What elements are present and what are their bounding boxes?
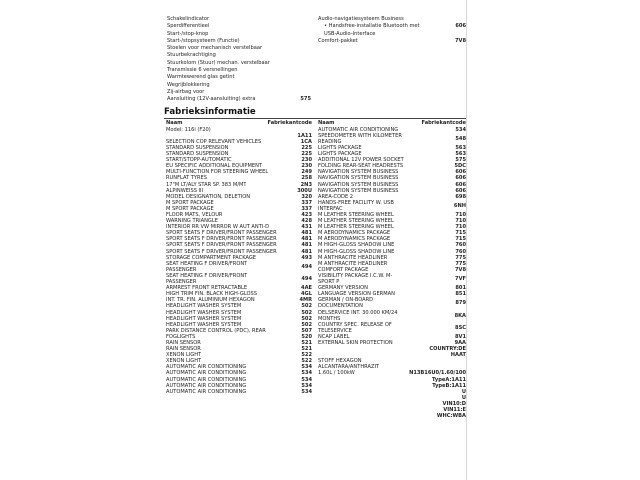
option-name: STOFF HEXAGON ALCANTARA/ANTHRAZIT [318, 358, 380, 371]
option-code: 8SC [455, 324, 466, 331]
section-rule [164, 118, 466, 119]
option-name: SEAT HEATING F DRIVER/FRONT PASSENGER [166, 260, 248, 273]
option-name: M SPORT PACKAGE [166, 205, 214, 212]
equipment-name: • Handsfree-installatie Bluetooth met [324, 23, 420, 30]
option-code: 698 [455, 193, 466, 200]
equipment-row [167, 16, 311, 23]
option-name: XENON LIGHT [166, 358, 202, 365]
option-name: STANDARD SUSPENSION [166, 151, 229, 158]
option-code: 715 [455, 230, 466, 237]
option-name: FOGLIGHTS [166, 333, 196, 340]
equipment-row [167, 74, 311, 81]
factory-info-left-column [166, 120, 312, 395]
type-code: WHC:WBA [436, 413, 466, 420]
option-code: 575 [455, 157, 466, 164]
equipment-row [318, 38, 466, 45]
option-name: AUTOMATIC AIR CONDITIONING [166, 364, 247, 371]
option-name: HIGH TRIM FIN. BLACK HIGH-GLOSS [166, 291, 257, 298]
option-code: 534 [301, 388, 312, 395]
option-name: M ANTHRACITE HEADLINER [318, 260, 388, 267]
option-code: 522 [301, 352, 312, 359]
option-name: DELSERVICE INT. 30.000 KM/24 MONTHS [318, 309, 398, 322]
option-name: SPORT SEATS F DRIVER/FRONT PASSENGER [166, 230, 277, 237]
option-name: LIGHTS PACKAGE [318, 151, 362, 158]
equipment-row [167, 96, 311, 103]
equipment-row [167, 38, 311, 45]
option-code: 337 [301, 199, 312, 206]
option-name: SPEEDOMETER WITH KILOMETER READING [318, 132, 402, 145]
option-name: M LEATHER STEERING WHEEL [318, 212, 394, 218]
type-code: U [461, 388, 466, 395]
vehicle-type-codes [318, 377, 466, 420]
option-code: 423 [301, 212, 312, 218]
equipment-name: Start-/stop-knop [167, 30, 209, 37]
option-code: 300U [297, 187, 312, 194]
option-code: 481 [301, 236, 312, 243]
option-code: 507 [301, 327, 312, 334]
option-code: N13B16U0/1.60/100 [409, 370, 466, 377]
option-name: HEADLIGHT WASHER SYSTEM [166, 303, 242, 310]
model-line: Model: 116i (F20) [166, 126, 211, 133]
option-name: M SPORT PACKAGE [166, 199, 214, 206]
option-name: 1.60L / 100kW [318, 370, 355, 377]
option-code: 7V8 [454, 266, 466, 273]
equipment-name: Stuurkolom (Stuur) mechan. verstelbaar [167, 59, 270, 66]
page-divider [466, 0, 467, 480]
option-code: 534 [455, 126, 466, 133]
option-name: M HIGH-GLOSS SHADOW LINE [318, 248, 395, 255]
option-code: 534 [301, 370, 312, 377]
option-code: 225 [301, 144, 312, 151]
option-name: XENON LIGHT [166, 352, 202, 359]
option-name: AUTOMATIC AIR CONDITIONING [166, 382, 247, 389]
option-code: 337 [301, 205, 312, 212]
standard-equipment-list [167, 16, 311, 104]
option-name: GERMANY VERSION [318, 285, 368, 292]
option-code: 481 [301, 230, 312, 237]
option-name: SPORT SEATS F DRIVER/FRONT PASSENGER [166, 236, 277, 243]
option-code: 502 [301, 321, 312, 328]
option-name: HANDS-FREE FACILITY W. USB INTERFAC [318, 199, 394, 212]
equipment-name: Sperdifferentieel [167, 23, 210, 30]
option-name: MULTI-FUNCTION FOR STEERING WHEEL [166, 169, 269, 176]
type-code: VIN11:E [443, 407, 466, 413]
equipment-row [318, 31, 466, 38]
option-code: 1CA [300, 138, 312, 145]
option-code: 710 [455, 218, 466, 225]
option-code: 775 [455, 260, 466, 267]
section-title: Fabrieksinformatie [164, 107, 256, 117]
option-code: 9AA [454, 339, 466, 346]
option-name: ARMREST FRONT RETRACTABLE [166, 285, 248, 292]
option-code: 230 [301, 157, 312, 164]
option-code: 502 [301, 303, 312, 310]
table-row [166, 389, 312, 395]
option-name: STORAGE COMPARTMENT PACKAGE [166, 254, 256, 261]
option-name: RUNFLAT TYRES [166, 175, 207, 182]
left-rows [166, 133, 312, 395]
option-name: AUTOMATIC AIR CONDITIONING [166, 370, 247, 377]
option-name: AREA-CODE 2 [318, 193, 354, 200]
equipment-row [167, 89, 311, 96]
option-code: 548 [455, 135, 466, 142]
option-code: 563 [455, 144, 466, 151]
option-name: M LEATHER STEERING WHEEL [318, 218, 394, 225]
equipment-row [167, 82, 311, 89]
code-header: Fabriekantcode [267, 120, 312, 126]
equipment-name: Stuurbekrachtiging [167, 52, 216, 59]
option-code: 4MR [299, 297, 312, 304]
equipment-code: 7V8 [454, 37, 466, 44]
option-name: RAIN SENSOR [166, 346, 201, 353]
equipment-name: Aansluiting (12V-aansluiting) extra [167, 96, 256, 103]
option-code: 481 [301, 242, 312, 249]
option-name: INT. TR. FIN. ALUMINIUM HEXAGON [166, 297, 255, 304]
option-code: 606 [455, 169, 466, 176]
table-row [318, 297, 466, 309]
name-header: Naam [318, 120, 335, 126]
option-code: 606 [455, 187, 466, 194]
option-code: 225 [301, 151, 312, 158]
option-code: 851 [455, 291, 466, 298]
option-name: M AERODYNAMICS PACKAGE [318, 236, 391, 243]
column-header [166, 120, 312, 127]
option-name: SPORT SEATS F DRIVER/FRONT PASSENGER [166, 242, 277, 249]
option-name: AUTOMATIC AIR CONDITIONING [166, 376, 247, 383]
equipment-row [167, 23, 311, 30]
option-code: 7VF [455, 275, 466, 282]
option-code: 606 [455, 181, 466, 188]
equipment-name: Zij-airbag voor [167, 88, 205, 95]
option-code: 534 [301, 364, 312, 371]
option-name: GERMAN / ON-BOARD DOCUMENTATION [318, 297, 374, 310]
code-header: Fabriekantcode [421, 120, 466, 126]
table-row [318, 273, 466, 285]
option-name: NAVIGATION SYSTEM BUSINESS [318, 169, 399, 176]
equipment-name: Stoelen voor mechanisch verstelbaar [167, 45, 263, 52]
equipment-row [167, 31, 311, 38]
option-name: EU SPECIFIC ADDITIONAL EQUIPMENT [166, 163, 263, 170]
equipment-row [167, 45, 311, 52]
optional-equipment-list [318, 16, 466, 45]
option-code: 2N3 [300, 181, 312, 188]
equipment-row [318, 23, 466, 30]
option-code: 760 [455, 242, 466, 249]
option-code: 522 [301, 358, 312, 365]
option-code: 481 [301, 248, 312, 255]
type-code: TypeA:1A11 [432, 376, 466, 383]
option-name: EXTERNAL SKIN PROTECTION [318, 339, 393, 346]
table-row [166, 261, 312, 273]
option-name: M AERODYNAMICS PACKAGE [318, 230, 391, 237]
option-code: 801 [455, 285, 466, 292]
option-name: NAVIGATION SYSTEM BUSINESS [318, 175, 399, 182]
option-code: 502 [301, 315, 312, 322]
option-code: 521 [301, 339, 312, 346]
option-code: 1A11 [297, 132, 312, 139]
table-row [318, 310, 466, 322]
table-row [318, 322, 466, 334]
equipment-code: 606 [455, 23, 466, 30]
right-rows [318, 127, 466, 377]
option-code: 431 [301, 224, 312, 231]
option-name: LIGHTS PACKAGE [318, 144, 362, 151]
type-code: U [461, 394, 466, 401]
option-code: 493 [301, 254, 312, 261]
option-name: SELECTION COP RELEVANT VEHICLES [166, 138, 262, 145]
equipment-name: Audio-navigatiesysteem Business [318, 16, 404, 22]
option-code: 775 [455, 254, 466, 261]
option-name: NAVIGATION SYSTEM BUSINESS [318, 187, 399, 194]
option-code: 258 [301, 175, 312, 182]
option-code: 428 [301, 218, 312, 225]
option-name: RAIN SENSOR [166, 339, 201, 346]
option-name: MODEL DESIGNATION, DELETION [166, 193, 251, 200]
option-name: NAVIGATION SYSTEM BUSINESS [318, 181, 399, 188]
option-name: SEAT HEATING F DRIVER/FRONT PASSENGER [166, 272, 248, 286]
equipment-row [318, 16, 466, 23]
option-name: HEADLIGHT WASHER SYSTEM [166, 309, 242, 316]
option-name: LANGUAGE VERSION GERMAN [318, 291, 395, 298]
option-code: 760 [455, 248, 466, 255]
column-header [318, 120, 466, 127]
option-name: COMFORT PACKAGE [318, 266, 369, 273]
option-code: 4AE [301, 285, 312, 292]
option-name: PARK DISTANCE CONTROL (PDC), REAR [166, 327, 266, 334]
option-code: HAAT [450, 352, 466, 359]
option-name: HEADLIGHT WASHER SYSTEM [166, 321, 242, 328]
equipment-row [167, 67, 311, 74]
option-name: FOLDING REAR-SEAT HEADRESTS [318, 163, 404, 170]
option-name: SPORT SEATS F DRIVER/FRONT PASSENGER [166, 248, 277, 255]
option-code: 230 [301, 163, 312, 170]
option-name: WARNING TRIANGLE [166, 218, 218, 225]
option-name: M LEATHER STEERING WHEEL [318, 224, 394, 231]
option-name: COUNTRY SPEC. RELEASE OF TELESERVICE [318, 321, 392, 334]
option-name: 17"M LT/ALY STAR SP. 383 M/MT [166, 181, 247, 188]
table-row [318, 200, 466, 212]
option-name: ALPINWEISS III [166, 187, 204, 194]
option-code: 8KA [454, 312, 466, 319]
equipment-name: Transmissie 6 versnellingen [167, 67, 238, 74]
option-code: 521 [301, 346, 312, 353]
equipment-name: Comfort-pakket [318, 37, 358, 44]
type-code: VIN10:D [442, 400, 466, 407]
name-header: Naam [166, 120, 183, 126]
option-name: ADDITIONAL 12V POWER SOCKET [318, 157, 404, 164]
option-code: 494 [301, 263, 312, 270]
equipment-row [167, 52, 311, 59]
option-code: 715 [455, 236, 466, 243]
table-row [318, 133, 466, 145]
option-name: STANDARD SUSPENSION [166, 144, 229, 151]
factory-info-right-column [318, 120, 466, 419]
equipment-code: 575 [300, 96, 311, 103]
option-code: 494 [301, 275, 312, 282]
option-name: START/STOPP-AUTOMATIC [166, 157, 232, 164]
equipment-row [167, 60, 311, 67]
table-row [318, 358, 466, 370]
option-name: NCAP LABEL [318, 333, 350, 340]
option-code: 502 [301, 309, 312, 316]
option-name: VISIBILITY PACKAGE I.C.W. M- SPORT P [318, 272, 393, 286]
option-code: 6NH [453, 202, 466, 209]
option-name: INTERIOR RR VW MIRROR W AUT ANTI-D [166, 224, 270, 231]
equipment-name: Start-/stopsysteem (Functie) [167, 37, 240, 44]
option-code: 320 [301, 193, 312, 200]
equipment-name: USB-Audio-Interface [324, 30, 376, 37]
option-name: M ANTHRACITE HEADLINER [318, 254, 388, 261]
option-code: 710 [455, 212, 466, 218]
equipment-name: Warmtewerend glas getint [167, 74, 235, 81]
option-code: 520 [301, 333, 312, 340]
equipment-name: Schakelindicator [167, 16, 210, 22]
table-row [166, 273, 312, 285]
option-name: FLOOR MATS, VELOUR [166, 212, 223, 218]
option-code: 8V1 [454, 333, 466, 340]
option-code: 563 [455, 151, 466, 158]
option-code: 710 [455, 224, 466, 231]
option-code: 4GL [301, 291, 312, 298]
option-code: 879 [455, 300, 466, 307]
option-code: 606 [455, 175, 466, 182]
option-code: 534 [301, 376, 312, 383]
option-name: AUTOMATIC AIR CONDITIONING [166, 388, 247, 395]
type-code: TypeB:1A11 [432, 382, 466, 389]
option-name: HEADLIGHT WASHER SYSTEM [166, 315, 242, 322]
option-name: M HIGH-GLOSS SHADOW LINE [318, 242, 395, 249]
option-name: AUTOMATIC AIR CONDITIONING [318, 126, 399, 133]
option-code: 5DC [454, 163, 466, 170]
option-code: 249 [301, 169, 312, 176]
equipment-name: Wegrijblokkering [167, 81, 210, 88]
option-code: COUNTRY:DE [429, 346, 466, 353]
option-code: 534 [301, 382, 312, 389]
